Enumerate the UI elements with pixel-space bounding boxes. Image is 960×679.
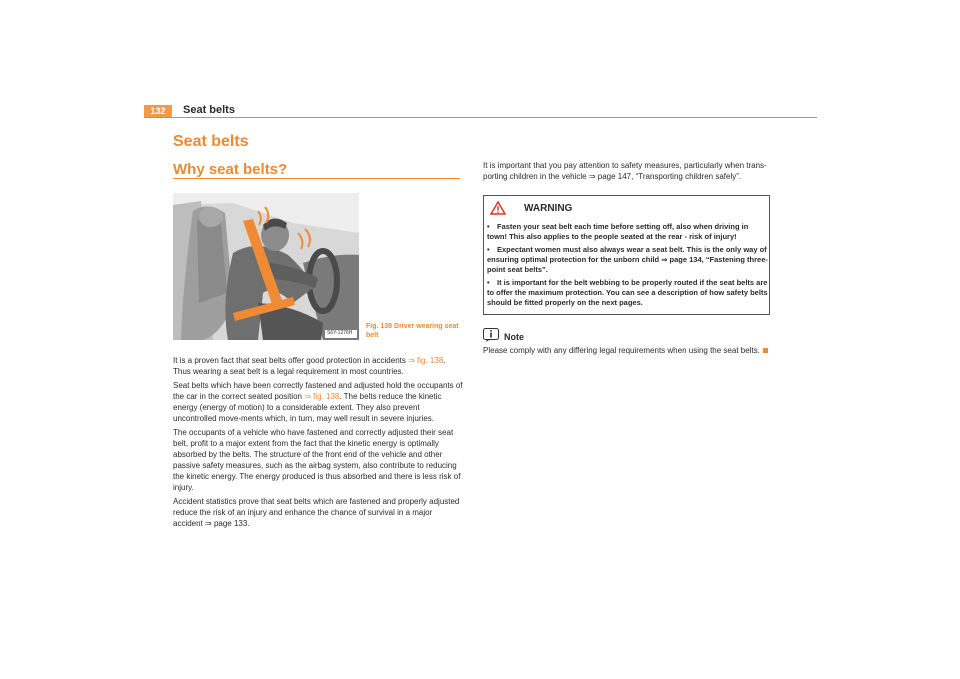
figure-reference-link[interactable]: ⇒ fig. 138	[408, 356, 444, 365]
warning-box	[483, 195, 770, 315]
paragraph: Accident statistics prove that seat belts which are fastened and properly adjusted reduce the risk of an injury and enhance the chance of survival in a major accident ⇒ page 133.	[173, 497, 460, 528]
warning-title: WARNING	[524, 203, 573, 214]
section-subtitle: Why seat belts?	[173, 161, 288, 178]
warning-list	[487, 222, 768, 311]
paragraph: The occupants of a vehicle who have fastened and correctly adjusted their seat belt, profit to a major extent from the fact that the kinetic energy is optimally absorbed by the belts. The structure of the front end of the vehicle and other passive safety measures, such as the airbag system, also contribute to reducing the kinetic energy. The energy produced is thus absorbed and there is less risk of injury.	[173, 428, 461, 492]
section-title: Seat belts	[173, 133, 249, 150]
paragraph: It is a proven fact that seat belts offer good protection in accidents ⇒ fig. 138. Thus wearing a seat belt is a legal requirement in most countries.	[173, 356, 446, 376]
figure-caption: Fig. 138 Driver wearing seat belt	[366, 323, 459, 339]
list-item: • Expectant women must also always wear a seat belt. This is the only way of ensuring optimal protection for the unborn child ⇒ page 134, “Fastening three-point seat belts”.	[487, 245, 768, 274]
note-text: Please comply with any differing legal requirements when using the seat belts.	[483, 345, 783, 356]
note-label: Note	[504, 332, 524, 342]
header-divider	[144, 117, 817, 118]
running-header: Seat belts	[183, 104, 235, 116]
list-item: • Fasten your seat belt each time before setting off, also when driving in town! This also applies to the people seated at the rear - risk of injury!	[487, 222, 749, 241]
section-end-marker	[763, 348, 768, 353]
body-right-column	[483, 160, 773, 182]
paragraph: It is important that you pay attention to safety measures, particularly when trans-porting children in the vehicle ⇒ page 147, “Transporting children safely”.	[483, 161, 767, 181]
page-number: 132	[144, 105, 172, 118]
list-item: • It is important for the belt webbing to be properly routed if the seat belts are to offer the maximum protection. You can see a description of how safety belts should be fitted properly on the next pages.	[487, 278, 768, 307]
note-info-icon	[483, 328, 499, 342]
figure-code: S6Y-1276H	[327, 330, 353, 336]
subtitle-divider	[173, 178, 460, 179]
driver-seatbelt-illustration	[173, 193, 359, 340]
paragraph: Seat belts which have been correctly fastened and adjusted hold the occupants of the car in the correct seated position ⇒ fig. 138. The belts reduce the kinetic energy (energy of motion) to a considerable extent. They also prevent uncontrolled move-ments which, in turn, may well result in severe injuries.	[173, 381, 463, 423]
figure-reference-link[interactable]: ⇒ fig. 138	[304, 392, 340, 401]
body-left-column	[173, 355, 463, 532]
